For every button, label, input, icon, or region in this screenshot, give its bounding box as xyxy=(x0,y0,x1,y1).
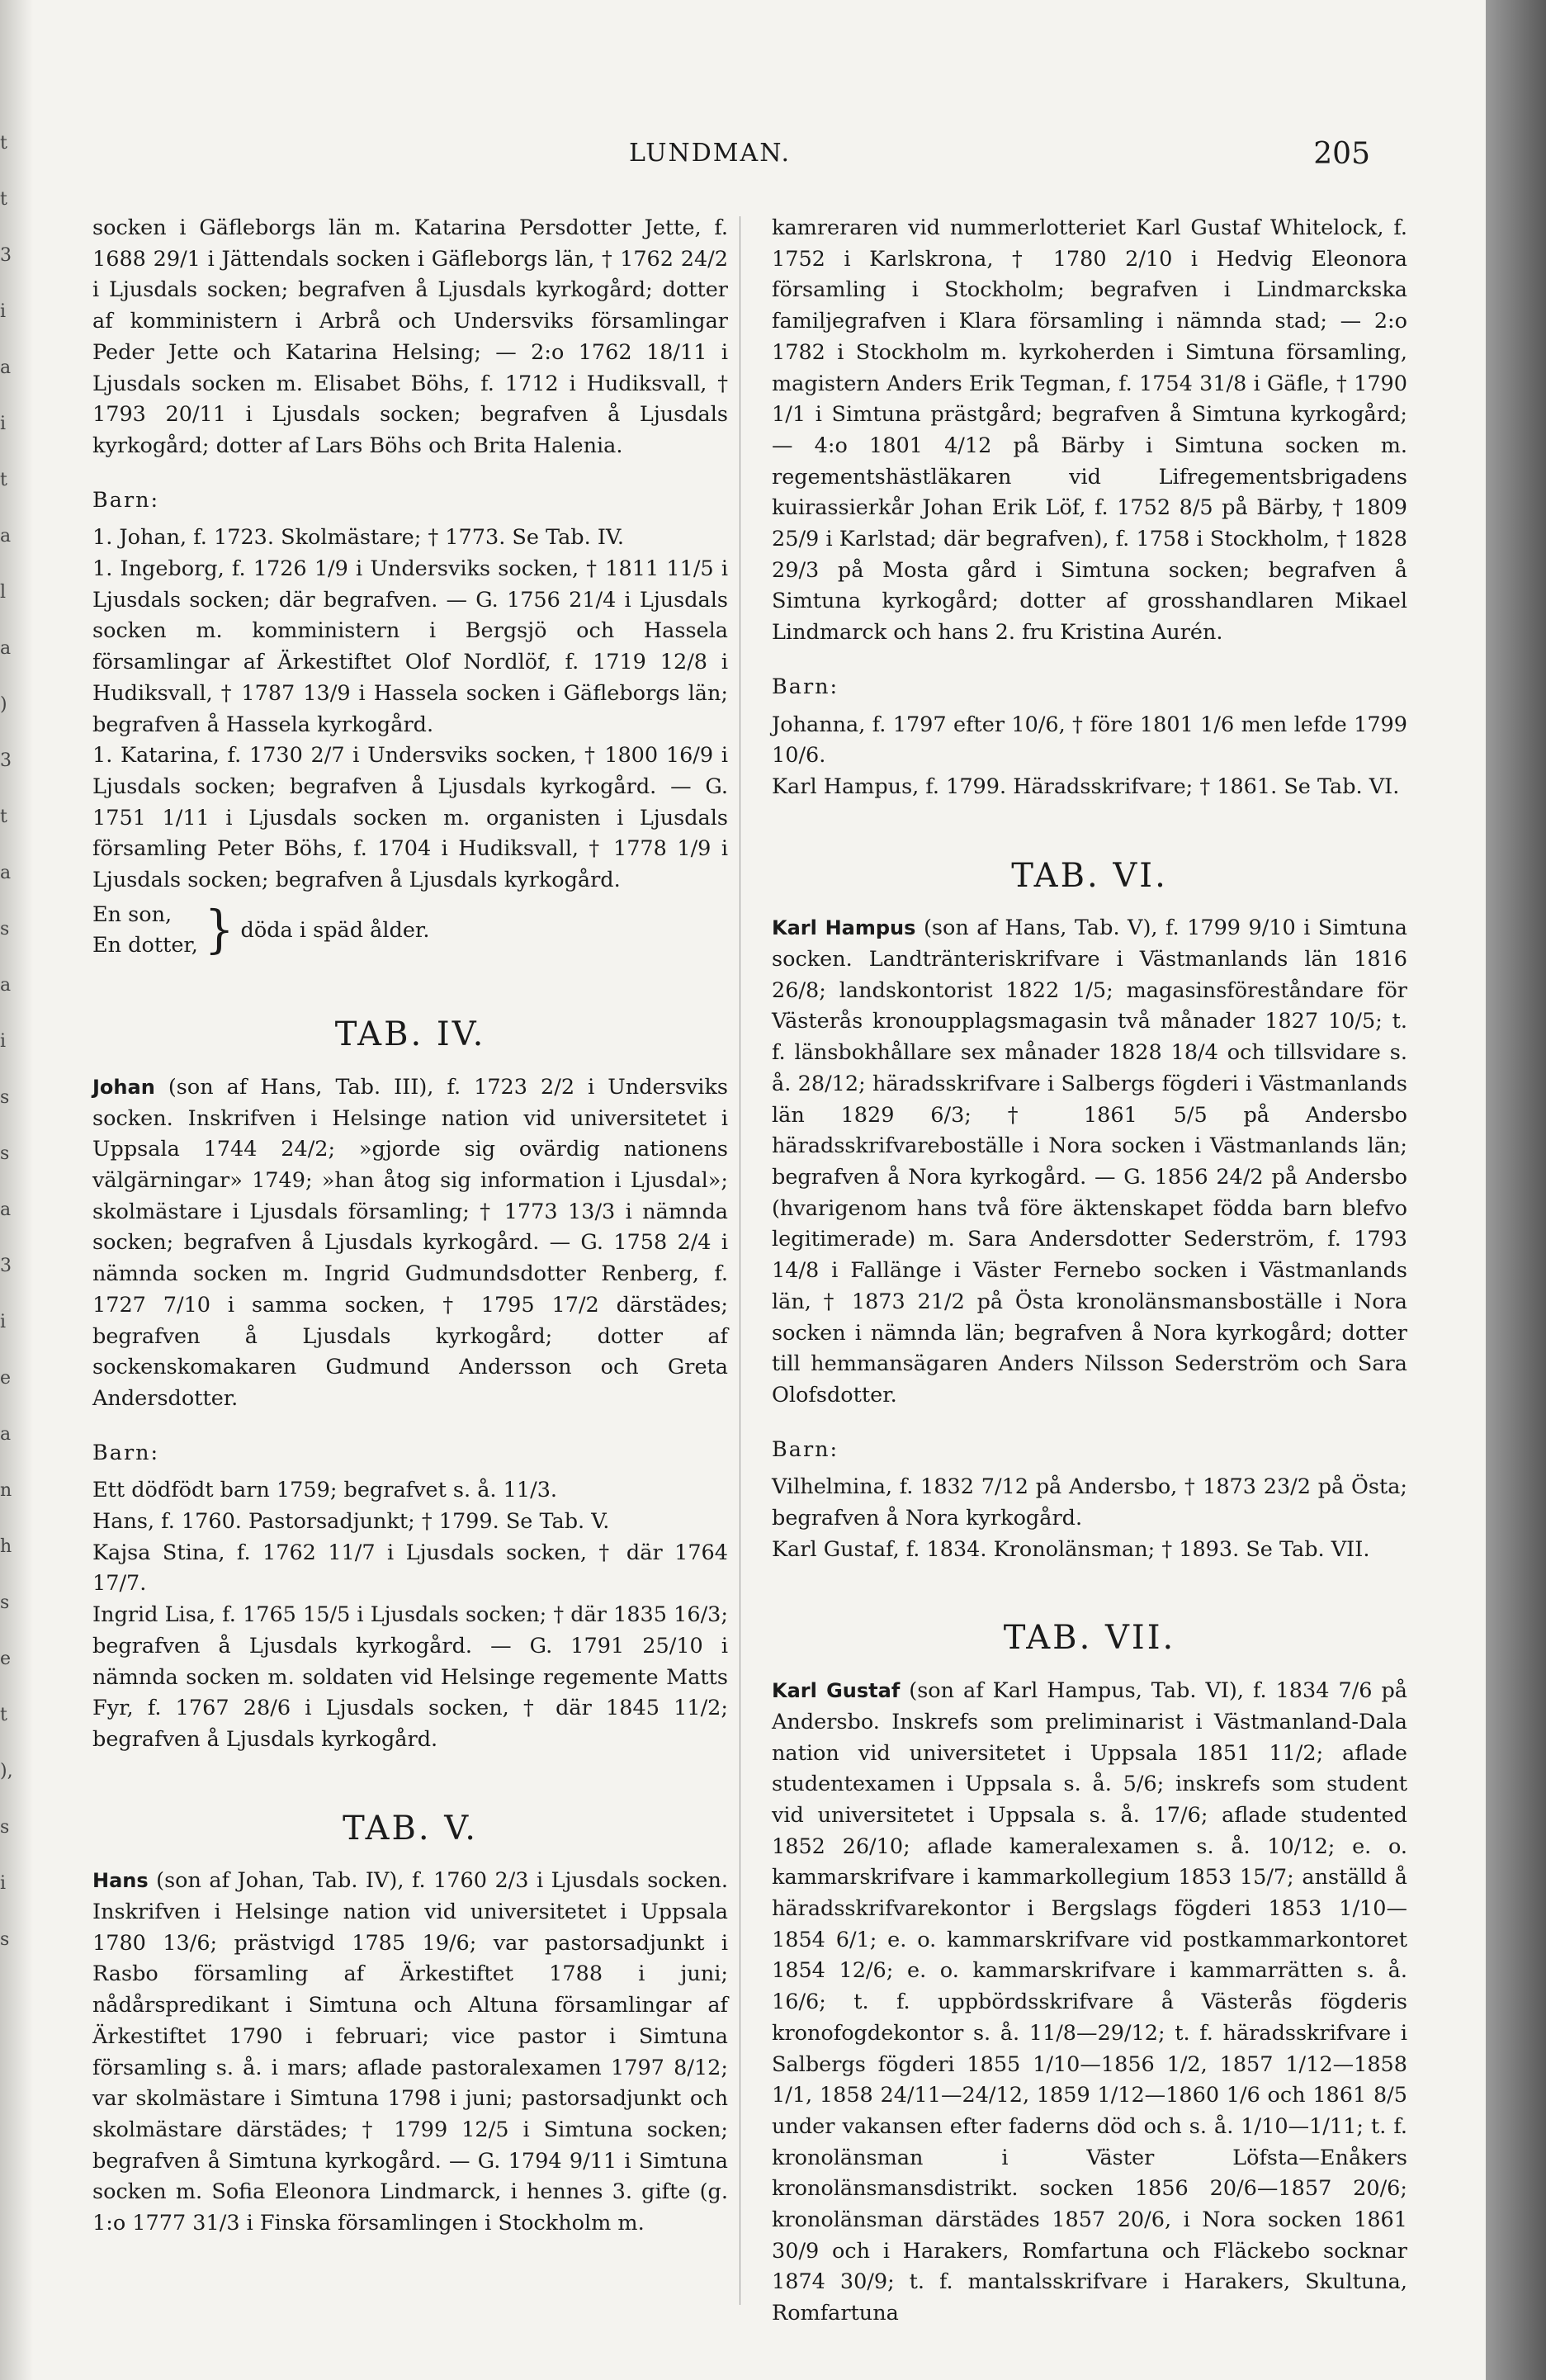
book-edge-shadow xyxy=(1486,0,1546,2380)
child-entry: 1. Johan, f. 1723. Skolmästare; † 1773. Se Tab. IV. xyxy=(92,525,624,551)
child-entry: Johanna, f. 1797 efter 10/6, † före 1801 1/6 men lefde 1799 10/6. xyxy=(772,712,1407,769)
edge-char: a xyxy=(0,1199,12,1220)
brace-text: döda i späd ålder. xyxy=(240,917,430,943)
edge-char: h xyxy=(0,1536,12,1557)
child-entry: Ett dödfödt barn 1759; begrafvet s. å. 11/3. xyxy=(92,1478,558,1503)
paragraph-intro: socken i Gäfleborgs län m. Katarina Persdotter Jette, f. 1688 29/1 i Jättendals socken i Gäfleborgs län, † 1762 24/2 i Ljusdals socken; begrafven å Ljusdals kyrkogård; dotter af komministern i Arbrå och Undersviks församlingar Peder Jette och Katarina Helsing; — 2:o 1762 18/11 i Ljusdals socken m. Elisabet Böhs, f. 1712 i Hudiksvall, † 1793 20/11 i Ljusdals socken; begrafven å Ljusdals kyrkogård; dotter af Lars Böhs och Brita Halenia. xyxy=(92,215,728,458)
tab-entry xyxy=(92,1866,728,2239)
edge-char: s xyxy=(0,1817,10,1838)
edge-char: i xyxy=(0,301,7,322)
edge-char: i xyxy=(0,414,7,434)
brace-line: En son, xyxy=(92,901,173,927)
edge-char: t xyxy=(0,133,7,154)
edge-char: i xyxy=(0,1031,7,1052)
child-entry: 1. Katarina, f. 1730 2/7 i Undersviks socken, † 1800 16/9 i Ljusdals socken; begrafven å Ljusdals kyrkogård. — G. 1751 1/11 i Ljusdals socken m. organisten i Ljusdals församling Peter Böhs, f. 1704 i Hudiksvall, † 1778 1/9 i Ljusdals socken; begrafven å Ljusdals kyrkogård. xyxy=(92,743,728,893)
edge-char: n xyxy=(0,1480,12,1501)
edge-char: ) xyxy=(0,694,7,715)
edge-char: 3 xyxy=(0,1256,12,1276)
edge-char: a xyxy=(0,975,12,996)
child-entry: Vilhelmina, f. 1832 7/12 på Andersbo, † 1873 23/2 på Östa; begrafven å Nora kyrkogård. xyxy=(772,1474,1407,1531)
running-title: LUNDMAN. xyxy=(628,139,792,168)
edge-char: a xyxy=(0,863,12,883)
tab-entry-text: (son af Hans, Tab. III), f. 1723 2/2 i Undersviks socken. Inskrifven i Helsinge nation vid universitetet i Uppsala 1744 24/2; »gjorde sig ovärdig nationens välgärningar» 1749; »han åtog sig information i Ljusdal»; skolmästare i Ljusdals församling; † 1773 13/3 i nämnda socken; begrafven å Ljusdals kyrkogård. — G. 1758 2/4 i nämnda socken m. Ingrid Gudmundsdotter Renberg, f. 1727 7/10 i samma socken, † 1795 17/2 därstädes; begrafven å Ljusdals kyrkogård; dotter af sockenskomakaren Gudmund Andersson och Greta Andersdotter. xyxy=(92,1074,729,1411)
children-label: Barn: xyxy=(92,487,160,513)
edge-char: 3 xyxy=(0,245,12,266)
children-label: Barn: xyxy=(92,1440,160,1465)
person-name: Karl Gustaf xyxy=(772,1679,901,1703)
edge-char: t xyxy=(0,1705,7,1725)
edge-char: e xyxy=(0,1649,12,1669)
child-entry: Karl Gustaf, f. 1834. Kronolänsman; † 1893. Se Tab. VII. xyxy=(772,1536,1370,1562)
brace-lines xyxy=(92,900,198,962)
edge-char: t xyxy=(0,189,7,210)
left-column xyxy=(92,213,728,2240)
child-entry: Karl Hampus, f. 1799. Häradsskrifvare; † 1861. Se Tab. VI. xyxy=(772,774,1400,799)
child-entry: Kajsa Stina, f. 1762 11/7 i Ljusdals socken, † där 1764 17/7. xyxy=(92,1540,728,1597)
edge-char: ), xyxy=(0,1761,13,1781)
brace-group xyxy=(92,900,728,962)
edge-char: i xyxy=(0,1312,7,1332)
tab-heading: TAB. V. xyxy=(343,1809,478,1848)
tab-heading: TAB. IV. xyxy=(334,1015,486,1054)
children-label: Barn: xyxy=(772,674,839,699)
tab-entry xyxy=(772,1676,1407,2330)
tab-heading: TAB. VII. xyxy=(1003,1619,1176,1658)
edge-char: s xyxy=(0,1087,10,1108)
edge-char: s xyxy=(0,1929,10,1950)
children-label: Barn: xyxy=(772,1436,839,1462)
person-name: Johan xyxy=(92,1075,155,1099)
tab-entry-text: (son af Hans, Tab. V), f. 1799 9/10 i Simtuna socken. Landtränteriskrifvare i Västmanlands län 1816 26/8; landskontorist 1822 1/5; magasinsföreståndare för Västerås kronoupplagsmagasin två månader 1827 10/5; t. f. länsbokhållare sex månader 1828 18/4 och tillsvidare s. å. 28/12; häradsskrifvare i Salbergs fögderi i Västmanlands län 1829 6/3; † 1861 5/5 på Andersbo häradsskrifvareboställe i Nora socken i Västmanlands län; begrafven å Nora kyrkogård. — G. 1856 24/2 på Andersbo (hvarigenom hans två före äktenskapet födda barn blefvo legitimerade) m. Sara Andersdotter Sederström, f. 1793 14/8 i Fallänge i Väster Fernebo socken i Västmanlands län, † 1873 21/2 på Östa kronolänsmansboställe i Nora socken i nämnda län; begrafven å Nora kyrkogård; dotter till hemmansägaren Anders Nilsson Sederström och Sara Olofsdotter. xyxy=(772,916,1408,1408)
tab-entry xyxy=(772,913,1407,1411)
edge-char: t xyxy=(0,470,7,490)
child-entry: 1. Ingeborg, f. 1726 1/9 i Undersviks socken, † 1811 11/5 i Ljusdals socken; där begrafven. — G. 1756 21/4 i Ljusdals socken m. komministern i Bergsjö och Hassela församlingar af Ärkestiftet Olof Nordlöf, f. 1719 12/8 i Hudiksvall, † 1787 13/9 i Hassela socken i Gäfleborgs län; begrafven å Hassela kyrkogård. xyxy=(92,556,728,737)
edge-char: s xyxy=(0,1592,10,1613)
tab-entry-text: (son af Johan, Tab. IV), f. 1760 2/3 i Ljusdals socken. Inskrifven i Helsinge nation vid universitetet i Uppsala 1780 13/6; prästvigd 1785 19/6; var pastorsadjunkt i Rasbo församling af Ärkestiftet 1788 i juni; nådårspredikant i Simtuna och Altuna församlingar af Ärkestiftet 1790 i februari; vice pastor i Simtuna församling s. å. i mars; aflade pastoralexamen 1797 8/12; var skolmästare i Simtuna 1798 i juni; pastorsadjunkt och skolmästare därstädes; † 1799 12/5 i Simtuna socken; begrafven å Simtuna kyrkogård. — G. 1794 9/11 i Simtuna socken m. Sofia Eleonora Lindmarck, i hennes 3. gifte (g. 1:o 1777 31/3 i Finska församlingen i Stockholm m. xyxy=(92,1868,728,2236)
edge-char: i xyxy=(0,1873,7,1894)
facing-page-edge-text xyxy=(0,116,18,1968)
paragraph-intro: kamreraren vid nummerlotteriet Karl Gustaf Whitelock, f. 1752 i Karlskrona, † 1780 2/10 i Hedvig Eleonora församling i Stockholm; begrafven i Lindmarckska familjegrafven i Klara församling i nämnda stad; — 2:o 1782 i Stockholm m. kyrkoherden i Simtuna församling, magistern Anders Erik Tegman, f. 1754 31/8 i Gäfle, † 1790 1/1 i Simtuna prästgård; begrafven å Simtuna kyrkogård; — 4:o 1801 4/12 på Bärby i Simtuna socken m. regementshästläkaren vid Lifregementsbrigadens kuirassierkår Johan Erik Löf, f. 1752 8/5 på Bärby, † 1809 25/9 i Karlstad; där begrafven), f. 1758 i Stockholm, † 1828 29/3 på Mosta gård i Simtuna socken; begrafven å Simtuna kyrkogård; dotter af grosshandlaren Mikael Lindmarck och hans 2. fru Kristina Aurén. xyxy=(772,215,1407,646)
right-column xyxy=(772,213,1407,2330)
edge-char: a xyxy=(0,638,12,659)
brace-line: En dotter, xyxy=(92,933,198,958)
tab-heading: TAB. VI. xyxy=(1011,856,1168,895)
tab-entry-text: (son af Karl Hampus, Tab. VI), f. 1834 7/6 på Andersbo. Inskrefs som preliminarist i Västmanland-Dala nation vid universitetet i Uppsala 1851 11/2; aflade studentexamen i Uppsala s. å. 5/6; inskrefs som student vid universitetet i Uppsala s. å. 17/6; aflade studented 1852 26/10; aflade kameralexamen s. å. 10/12; e. o. kammarskrifvare i kammarkollegium 1853 15/7; anställd å häradsskrifvarekontor i Bergslags fögderi 1853 1/10—1854 6/1; e. o. kammarskrifvare vid postkammarkontoret 1854 12/6; e. o. kammarskrifvare i kammarrätten s. å. 16/6; t. f. uppbördsskrifvare å Västerås fögderis kronofogdekontor s. å. 11/8—29/12; t. f. häradsskrifvare i Salbergs fögderi 1855 1/10—1856 1/2, 1857 1/12—1858 1/1, 1858 24/11—24/12, 1859 1/12—1860 1/6 och 1861 8/5 under vakansen efter faderns död och s. å. 1/10—1/11; t. f. kronolänsman i Väster Löfsta—Enåkers kronolänsmansdistrikt. socken 1856 20/6—1857 20/6; kronolänsman därstädes 1857 20/6, i Nora socken 1861 30/9 och i Harakers, Romfartuna och Fläckebo socknar 1874 30/9; t. f. mantalsskrifvare i Harakers, Skultuna, Romfartuna xyxy=(772,1678,1408,2326)
edge-char: a xyxy=(0,1424,12,1445)
person-name: Karl Hampus xyxy=(772,916,916,940)
edge-char: e xyxy=(0,1368,12,1389)
page-number: 205 xyxy=(1313,137,1370,171)
edge-char: 3 xyxy=(0,750,12,771)
edge-char: a xyxy=(0,357,12,378)
edge-char: s xyxy=(0,919,10,939)
edge-char: a xyxy=(0,526,12,547)
edge-char: t xyxy=(0,807,7,827)
child-entry: Ingrid Lisa, f. 1765 15/5 i Ljusdals socken; † där 1835 16/3; begrafven å Ljusdals kyrkogård. — G. 1791 25/10 i nämnda socken m. soldaten vid Helsinge regemente Matts Fyr, f. 1767 28/6 i Ljusdals socken, † där 1845 11/2; begrafven å Ljusdals kyrkogård. xyxy=(92,1602,728,1752)
edge-char: s xyxy=(0,1143,10,1164)
child-entry: Hans, f. 1760. Pastorsadjunkt; † 1799. Se Tab. V. xyxy=(92,1509,610,1535)
tab-entry xyxy=(92,1072,728,1415)
edge-char: l xyxy=(0,582,7,603)
person-name: Hans xyxy=(92,1869,149,1893)
brace-glyph: } xyxy=(204,901,234,960)
running-head xyxy=(50,139,1370,180)
